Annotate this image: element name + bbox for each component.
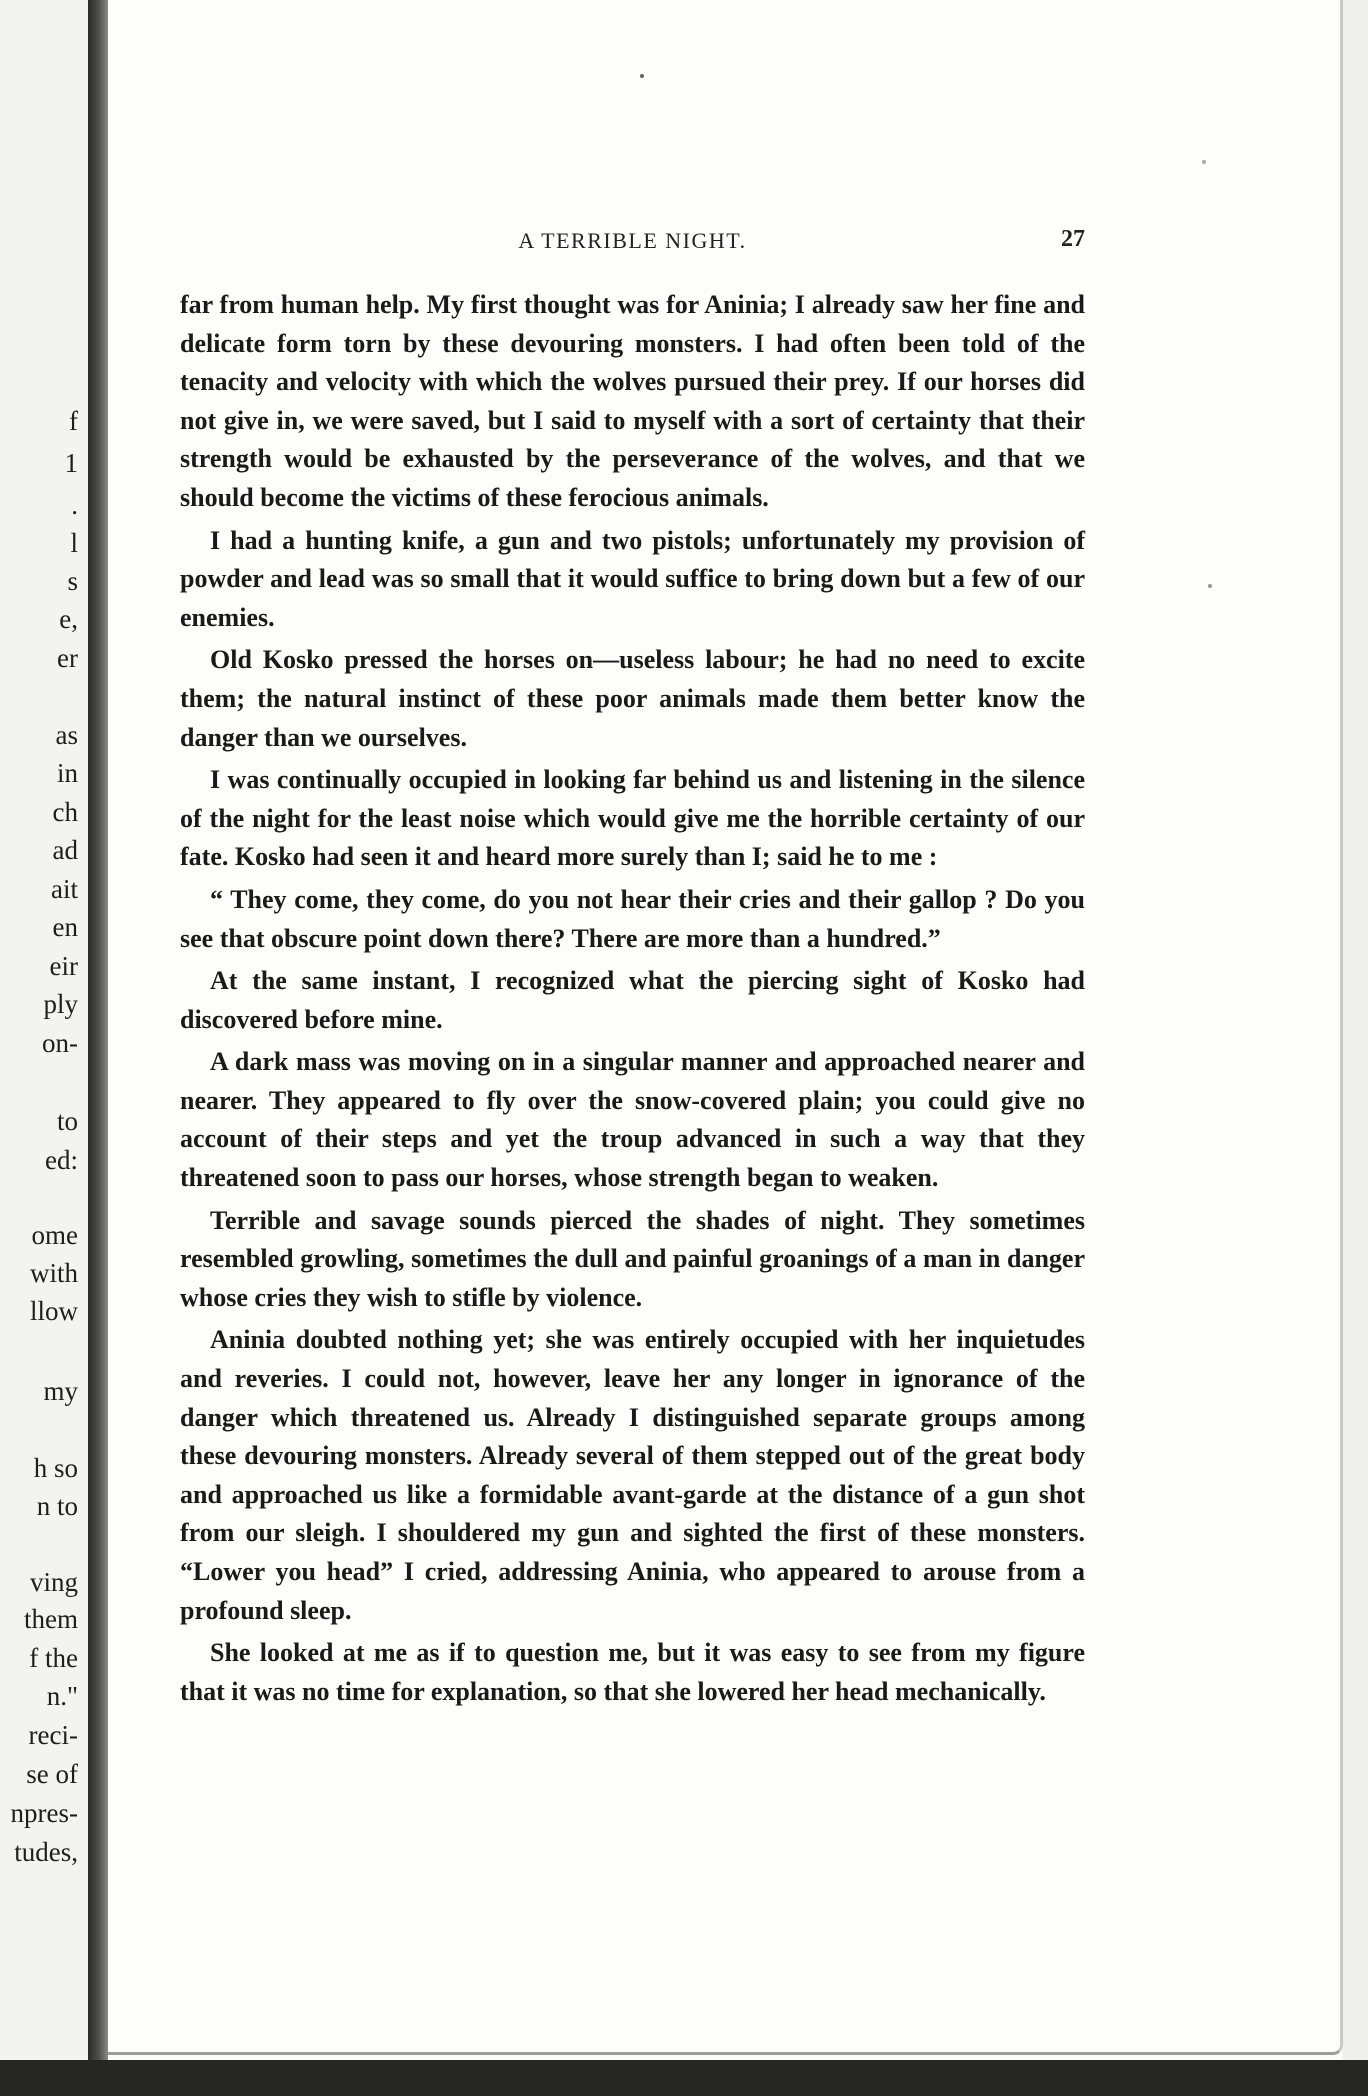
left-page-fragment: ply: [43, 989, 78, 1019]
running-head: A TERRIBLE NIGHT.: [518, 228, 747, 253]
left-page-fragment: ch: [52, 797, 78, 827]
left-page-fragment: ait: [51, 874, 78, 904]
dust-speck: [1202, 160, 1206, 164]
paragraph: Aninia doubted nothing yet; she was entirely occupied with her inquietudes and reveries. I could not, however, leave her any longer in ignorance of the danger which threatened us. Already I distinguished separate groups among these devouring monsters. Already several of them stepped out of the great body and approached us like a formidable avant-garde at the distance of a gun shot from our sleigh. I shouldered my gun and sighted the first of these monsters. “Lower you head” I cried, addressing Aninia, who appeared to arouse from a profound sleep.: [180, 1325, 1085, 1625]
paragraph: I had a hunting knife, a gun and two pistols; unfortunately my provision of powder and lead was so small that it would suffice to bring down but a few of our enemies.: [180, 525, 1085, 632]
left-page-fragment: ving: [29, 1567, 78, 1597]
left-page-fragment: with: [29, 1258, 78, 1288]
book-gutter: [88, 0, 108, 2060]
left-page-fragment: f: [69, 406, 78, 436]
scan-background-right: [1343, 0, 1368, 2060]
left-page-fragment: on-: [42, 1028, 78, 1058]
left-page-fragment: 1: [64, 448, 78, 478]
left-page-fragment: n to: [36, 1491, 78, 1521]
left-page-fragment: reci-: [28, 1720, 78, 1750]
paragraph: far from human help. My first thought was for Aninia; I already saw her fine and delicate form torn by these devouring monsters. I had often been told of the tenacity and velocity with which the wolves pursued their prey. If our horses did not give in, we were saved, but I said to myself with a sort of certainty that their strength would be exhausted by the perseverance of the wolves, and that we should become the victims of these ferocious animals.: [180, 290, 1085, 512]
dust-speck: [1208, 584, 1212, 588]
left-page-fragment: tudes,: [14, 1837, 78, 1867]
left-page-fragment: npres-: [10, 1798, 78, 1828]
left-page-fragment: llow: [29, 1296, 78, 1326]
left-page-fragment: s: [67, 566, 78, 596]
left-page-fragment: in: [56, 758, 78, 788]
paragraph: I was continually occupied in looking far behind us and listening in the silence of the night for the least noise which would give me the horrible certainty of our fate. Kosko had seen it and heard more surely than I; said he to me :: [180, 765, 1085, 872]
left-page-fragment: ad: [52, 835, 78, 865]
paragraph: She looked at me as if to question me, but it was easy to see from my figure that it was no time for explanation, so that she lowered her head mechanically.: [180, 1638, 1085, 1706]
left-page-fragment: eir: [49, 951, 78, 981]
left-page-fragment: ome: [31, 1220, 78, 1250]
scan-background-bottom: [0, 2060, 1368, 2096]
left-page-fragment: them: [24, 1604, 78, 1634]
page-number: 27: [1061, 226, 1085, 252]
paragraph: Old Kosko pressed the horses on—useless labour; he had no need to excite them; the natural instinct of these poor animals made them better know the danger than we ourselves.: [180, 645, 1085, 752]
paragraph: A dark mass was moving on in a singular manner and approached nearer and nearer. They appeared to fly over the snow-covered plain; you could give no account of their steps and yet the troup advanced in such a way that they threatened soon to pass our horses, whose strength began to weaken.: [180, 1047, 1085, 1193]
left-page-fragment: f the: [29, 1643, 78, 1673]
left-page-fragment: ed:: [45, 1145, 78, 1175]
left-page-fragment: my: [43, 1376, 78, 1406]
left-page-fragment: to: [56, 1106, 78, 1136]
left-page-edge: [0, 0, 88, 2060]
paragraph: “ They come, they come, do you not hear their cries and their gallop ? Do you see that obscure point down there? There are more than a hundred.”: [180, 884, 1085, 953]
left-page-fragment: n.": [46, 1681, 78, 1711]
left-page-fragment: h so: [33, 1453, 78, 1483]
left-page-fragment: en: [52, 912, 78, 942]
left-page-fragment: e,: [59, 604, 78, 634]
dust-speck: [640, 74, 644, 78]
page-header: [180, 228, 1085, 258]
left-page-fragment: .: [71, 490, 78, 520]
left-page-fragment: l: [70, 528, 78, 558]
left-page-fragment: as: [55, 720, 78, 750]
page-body: [180, 286, 1085, 1715]
left-page-fragment: er: [57, 643, 78, 673]
paragraph: Terrible and savage sounds pierced the shades of night. They sometimes resembled growling, sometimes the dull and painful groanings of a man in danger whose cries they wish to stifle by violence.: [180, 1205, 1085, 1312]
left-page-fragment: se of: [26, 1759, 78, 1789]
paragraph: At the same instant, I recognized what the piercing sight of Kosko had discovered before mine.: [180, 966, 1085, 1034]
